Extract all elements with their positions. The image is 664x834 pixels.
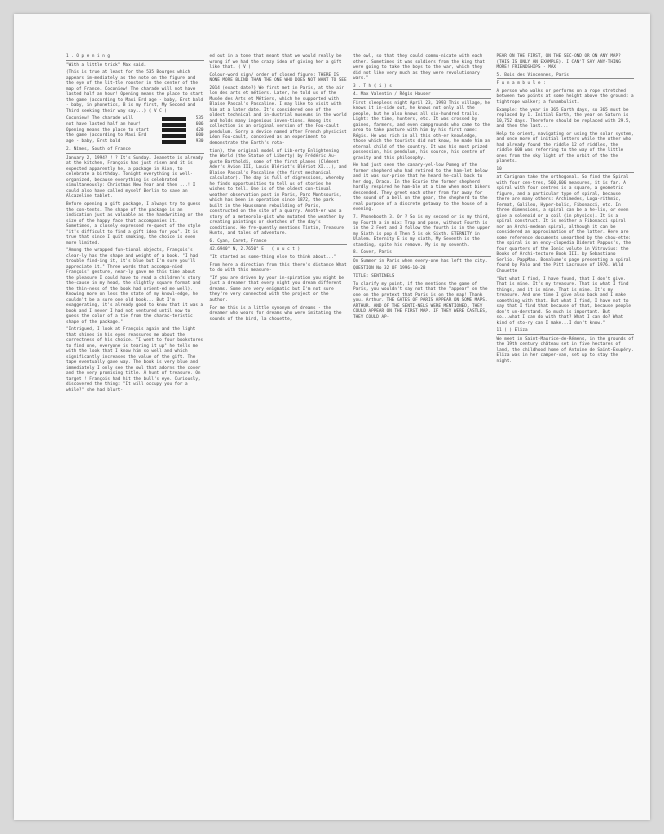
section-heading: 2. Nîmes, South of France [66, 147, 204, 154]
redaction-bar [162, 134, 186, 138]
paragraph: For me this is a little synonym of dreams - the dreamer who wears for dreams who were imitating the sounds of the bird, la chouette, [209, 305, 345, 322]
redacted-row-label: Opening means the place to start [66, 127, 149, 133]
paragraph: tion), the original model of Lib-erty Enlightening the World (the Statue of Liberty) by Frédéric Au-guste Bartholdi, some of the first planes (Clément Ader's Avion III, Louis Blériot's Blériot XI...), and Blaise Pascal's Pascaline (the first mechanical calculator). The day is full of digressions, whereby he finds opportunities to tell us of stories he wishes to tell. One is of the oldest con-tinual weather observation post in Paris, Parc Montsouris, which has been in operation since 1872, the park built in the Haussmann rebuilding of Paris, constructed on the site of a quarry. Anoth-er was a story of a meteorolo-gist who mutated the weather by creating paintings or sketches of the day's conditions. He fre-quently mentions Tintin, Treasure Hunts, and tales of adventure. [209, 148, 350, 237]
paragraph: at Carignan take the orthogonal. So find the Spiral with four cen-tres, 560,606 measures, it is far. A spiral with four centres is a square, a geometric figure, and a particular type of spiral, because there are many others: Archimedes, Loga-rithmic, Fermat, Galileo, Hyper-bolic, Fibonacci, etc. In three dimensions, a spiral can be a he-lix, or even give a solenoid or a coil (in physics). It is a spiral construct. It is neither a Fibonacci spiral nor an Archi-medean spiral, although it can be considered an approximation of the latter. Here are some reference documents unearthed by the chou-ette: the spiral is an ency-clopedia Diderot Pappus's, the four quarters of the Ionic volute in Vitruvius: the Books of Archi-tecture Book III. by Sebastiano Serlio. PappMax. Bonalume's page presenting a spiral found by Palo and the Pitt Lacrouse of 1976. Wild Chouette [496, 175, 634, 274]
document-page [14, 14, 650, 820]
paragraph: PEAR ON THE FIRST, ON THE SEC-OND OR ON ANY MAP? (THIS IS ONLY AN EXAMPLE). I CAN'T SAY ANY-THING MORE! FRIENDSHIPS - MAX [496, 54, 624, 70]
column-4 [497, 54, 635, 804]
redacted-row-label: age - baby, Erst bald [66, 138, 121, 144]
paragraph: Colour-word sign/ order of closed figure: THERE IS NONE MORE BLIND THAN THE ONE WHO DOES NOT WANT TO SEE [209, 72, 347, 84]
redaction-bar [162, 123, 186, 127]
paragraph: the owl, so that they could commu-nicate with each other. Sometimes it was soldiers from the king that were going to take the boys to the war, which they did not like very much as they were revolutionary wars." [353, 54, 488, 81]
paragraph: A person who walks or performs on a rope stretched between two points at some height above the ground: a tightrope walker; a funambulist. [496, 88, 637, 105]
section-heading: 10 [497, 167, 635, 174]
redacted-row-number: 535 [195, 116, 204, 122]
redaction-bar [162, 140, 186, 144]
paragraph: TITLE: SENTINELS [353, 274, 395, 280]
paragraph: Help to orient, navigating or using the solar system, and once more of initial letters while the other who had already found the riddle 12 of riddles, the riddle 600 was referring to the way of the little ones from the sky light of the orbit of the the planets. [496, 131, 637, 165]
redacted-row-label: not have lasted half an hour! [66, 122, 142, 128]
section-heading: 4. Max Valentin / Régis Hauser [353, 92, 491, 99]
redaction-bar [162, 117, 186, 121]
section-heading: 8. Cover, Paris [353, 250, 491, 257]
redacted-row-label: Coconiew! The charade will [66, 116, 134, 122]
paragraph: First sleepless night April 23, 1993 This village, he knows it in-side out, he knows not only all the people, but he also knows all six-hundred trails. Light: the time, hunters, etc. It was crossed by gaines, farmers, and even campgrounds who came to the area to take pasture with him by his first name: Régis. He was rich in all this oth-er knowledge, those which the tourists did not know, he made him an eternal child of the country. It was his most prized possession, his pendulum, his source, his centre of gravity and this philosophy. [353, 100, 493, 161]
redacted-row-number: 930 [195, 138, 204, 144]
paragraph: To clarify my point, if the mentions the game of Paris, you wouldn't say not that the "appear" on the one on the pretext that Paris is on the map! Thank you. Arthur. THE GATES OF PARIS APPEAR ON SOME MAPS. ARTHUR. AND OF THE SENTI-NELS WERE MENTIONED, THEY COULD APPEAR ON THE FIRST MAP. IF THEY WERE CASTLES, THEY COULD AP- [353, 281, 491, 320]
redacted-row [66, 139, 204, 145]
paragraph: F u n a m b u l e : [496, 81, 546, 87]
column-1 [66, 54, 204, 804]
redacted-row-number: 606 [195, 122, 204, 128]
column-2 [210, 54, 348, 804]
section-heading: 5. Bois des Vincennes, Paris [497, 73, 635, 80]
paragraph: "Intrigued, I look at François again and the light that shines in his eyes reassures me about the correctness of his choice. "I went to four bookstores to find one, everyone is tearing it up" he tells me with the look that I know him so well and which significantly increases the value of the gift. The tape eventually gave way. The book is very blue and immediately I only see the owl that adorns the cover and the very promising title. A hunt of treasure. On target ! François had hit the bull's eye. Curiously, discovered the thing: "It will occupy you for a while?" she had blurt- [66, 327, 206, 393]
paragraph: ed out in a tone that meant that we would really be wrong if we had the crazy idea of giving her a gift like that. ( V ) [209, 54, 345, 70]
paragraph: We meet in Saint-Maurice-de-Rémens, in the grounds of the 19th century château set in five hectares of land, the childhood home of Antoine de Saint-Exupéry. Eliza was in her camper-van, set up to stay the night. [496, 336, 637, 364]
paragraph: "Among the wrapped fun-tional objects, François's clear-ly has the shape and weight of a book. "I had trouble find-ing it, it's blue but I'm sure you'll appreciate it." Three words that accompa-nied François' gesture, near-ly gave me this time about the pleasure I could have to read a children's story the-cause in my head, the slightly square format and the thin-ness of the book had orient-ed me well). Knowing more on less the state of my knowl-edge, he couldn't be a sure one old book... But I'm exaggerating, it's already good to know that it was a book and I never I had not ventured until now to guess the color of a tie from the charac-teristic shape of the package." [66, 248, 206, 325]
redacted-list [66, 116, 204, 144]
paragraph: Example: the year in 365 Earth days, so 365 must be replaced by 1. Initial Earth, the year on Saturn is 10,752 days. Therefore should be replaced with 29.5, and then the last... [496, 107, 634, 130]
paragraph: "If you are driven by your in-spiration you might be just a dreamer that every night you dream different dreams. Some are very enigmatic but I'm not sure they're very connected with the project or the author. [209, 275, 347, 303]
paragraph: On Summer in Paris when every-one has left the city. [353, 258, 488, 264]
paragraph: January 2, 1994? ! ? It's Sunday. Jeanette is already at the kitchen, François has just risen and it is expected apparently he, a package in Aixn, to celebrate a birthday. Tonight everything is well-organized, because everything is celebrated simultaneously: Christmas New Year and then ...! I could also have called myself Berlin to save an Alcazeline tablet. [66, 155, 206, 200]
column-3 [353, 54, 491, 804]
paragraph: 7. Phonebooth 3. Or ? So is my second or is my third, my Fourth a in mix: Trap and pose, without Fourth is in the 2 Feet and 3 follow the fourth is in the upper my Sixth is pop 4 Then 5 is ok Sixth. ETERNITY in Ulalem. Eternity E is my sixth, My Seventh is the standing, spite his remove. My is my seventh. [353, 215, 493, 248]
paragraph: "But what I find, I have found, that I don't give. That is mine. It's my treasure. That is what I find things, and it is mine. That is mine. It's my treasure. And one time I give also back and I make something with that. But what I find, I have not to say that I find that because of that, because people don't un-derstand. So much is important. But so...what I can do with that? What I can do? What kind of sto-ry can I make...I don't know." [496, 276, 634, 326]
section-heading: 3 . T h ( i ) s [353, 84, 491, 91]
paragraph: From here a direction from this there's distance What to do with this measure- [209, 262, 350, 274]
paragraph: 2014 (exact date?) We first met in Paris, at the air lon des arts et métiers. Later, he told us of the Musée des Arts et Métiers, which he supported with Blaise Pascal's Pascaline. I may like to visit with him at a later date. It's considered one of the oldest technical and in-dustrial museums in the world and holds many ingenious inven-tions. Among its collection is an original version of the Fou-cault pendulum. Sorry a device named after French physicist Léon Fou-cault, conceived as an experiment to demonstrate the Earth's rota- [209, 85, 350, 146]
section-heading: 11 ( ) Eliza [497, 328, 635, 335]
paragraph: "With a little trick" Max said. [66, 62, 147, 68]
section-heading: 1 . O p e n i n g [66, 54, 204, 61]
paragraph: He had just seen the canary-yel-low Pomeg of the former shepherd who had retired to the ham-let below and it was sur-prise that he heard he-call back to her dog, Draco. In the Ecurie the former shepherd hardly respired he ham-ble at a time when most bikers descended. They greet each other from far away for the sound of a bell on the gear, the shepherd to the real purpose of a discrete getaway to the house of a evening. [353, 163, 493, 213]
paragraph: "It started as some-thing else to think about..." [209, 254, 337, 260]
text-columns [66, 54, 637, 804]
redacted-row-number: 420 [195, 127, 204, 133]
redacted-row-label: the game (according to Maxi Erd [66, 133, 147, 139]
redaction-bar [162, 128, 186, 132]
paragraph: (This is true at least for the 535 Bourges which appears im-mediately as the note on the figure and the eye of the lit-tle rooster in the center of the map of France. Coconiew! The charade will not have lasted half an hour! Opening means the place to start the game (according to Maxi Erd age - baby, Erst bald - baby, in phonetics, B is my first, My Second and Third seeking their way say...) ( V C ) [66, 70, 206, 114]
paragraph: Before opening a gift package, I always try to guess the con-tents. The shape of the package is an indication just as valuable as the handwriting or the size of the happy face that accompanies it. Sometimes, a closely expressed re-quest of the style "it's difficult to find a gift idea for you". It is true that since I quit smoking, the choice is even more limited. [66, 202, 206, 246]
redacted-row-number: 600 [195, 133, 204, 139]
paragraph: QUESTION No 32 OF 1996-10-28 [353, 266, 426, 272]
paragraph: 42.6940° N, 2.7650° E ( o u c t ) [209, 247, 301, 253]
section-heading: 6. Cyan, Caret, France [210, 239, 348, 246]
